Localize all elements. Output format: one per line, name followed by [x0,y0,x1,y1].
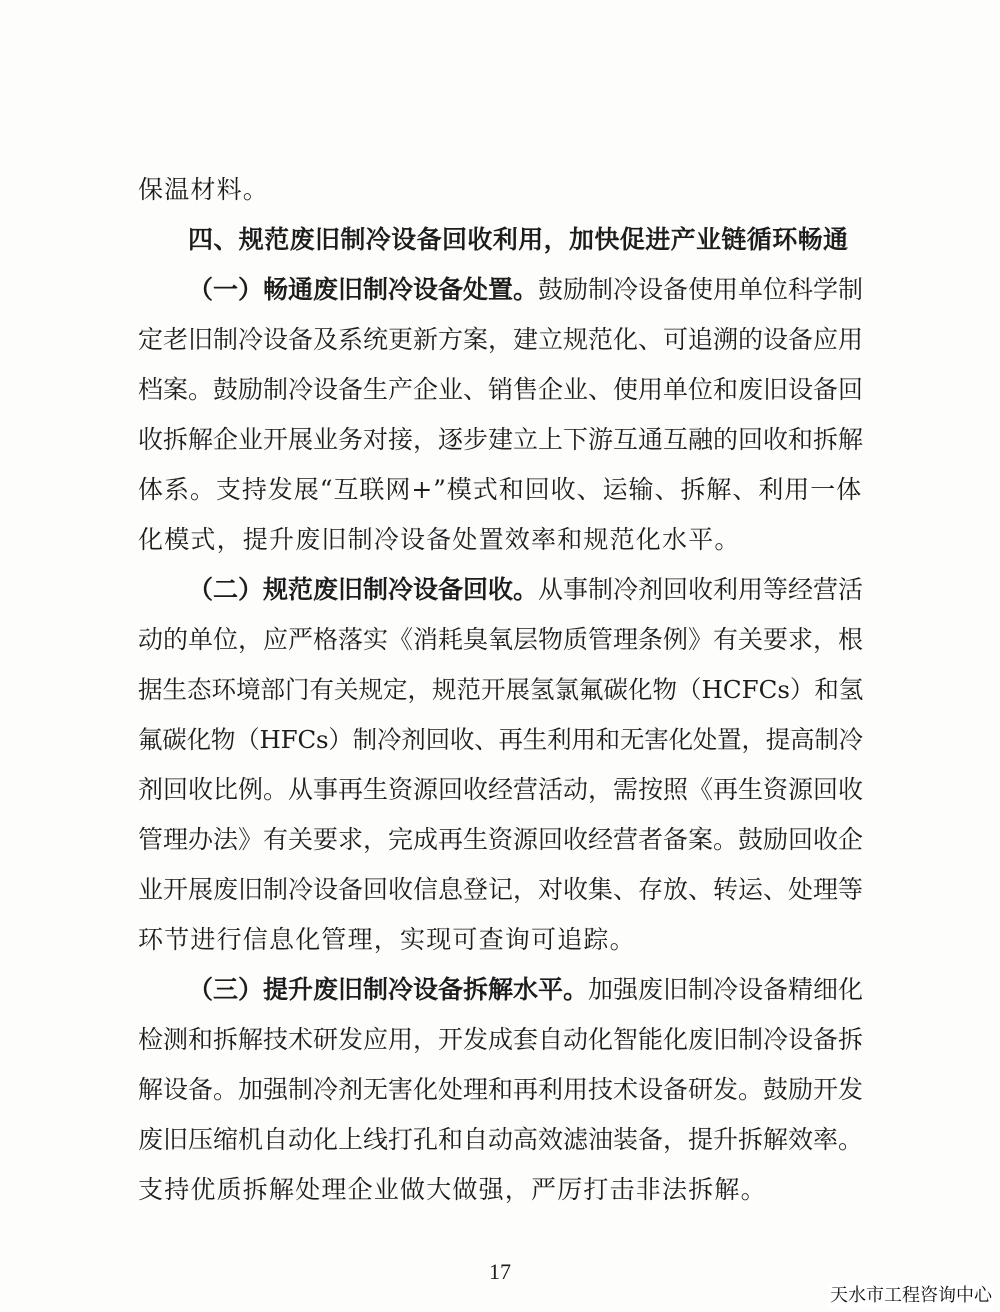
paragraph-line: 据生态环境部门有关规定，规范开展氢氯氟碳化物（HCFCs）和氢 [138,675,864,704]
paragraph-line: 解设备。加强制冷剂无害化处理和再利用技术设备研发。鼓励开发 [138,1075,864,1104]
subsection-title: （三）提升废旧制冷设备拆解水平。 [188,975,589,1004]
page-number: 17 [489,1259,511,1284]
paragraph-line: 保温材料。 [138,175,270,204]
subsection-title: （一）畅通废旧制冷设备处置。 [188,275,539,304]
paragraph-line: 动的单位，应严格落实《消耗臭氧层物质管理条例》有关要求，根 [138,625,864,654]
paragraph-line: 剂回收比例。从事再生资源回收经营活动，需按照《再生资源回收 [138,775,864,804]
paragraph-line: （一）畅通废旧制冷设备处置。鼓励制冷设备使用单位科学制 [188,275,864,304]
paragraph-line: 检测和拆解技术研发应用，开发成套自动化智能化废旧制冷设备拆 [138,1025,864,1054]
paragraph-line: 档案。鼓励制冷设备生产企业、销售企业、使用单位和废旧设备回 [138,375,864,404]
paragraph-line: 管理办法》有关要求，完成再生资源回收经营者备案。鼓励回收企 [138,825,864,854]
paragraph-line: 废旧压缩机自动化上线打孔和自动高效滤油装备，提升拆解效率。 [138,1125,864,1154]
watermark: 天水市工程咨询中心 [830,1285,992,1306]
paragraph-line: 定老旧制冷设备及系统更新方案，建立规范化、可追溯的设备应用 [138,325,864,354]
paragraph-line: （三）提升废旧制冷设备拆解水平。加强废旧制冷设备精细化 [188,975,864,1004]
paragraph-line: 体系。支持发展“互联网+”模式和回收、运输、拆解、利用一体 [138,475,862,504]
paragraph-line: 收拆解企业开展业务对接，逐步建立上下游互通互融的回收和拆解 [138,425,864,454]
paragraph-line: （二）规范废旧制冷设备回收。从事制冷剂回收利用等经营活 [188,575,864,604]
paragraph-line: 化模式，提升废旧制冷设备处置效率和规范化水平。 [138,525,741,554]
paragraph-line: 环节进行信息化管理，实现可查询可追踪。 [138,925,636,954]
paragraph-line: 氟碳化物（HFCs）制冷剂回收、再生利用和无害化处置，提高制冷 [138,725,863,754]
section-heading: 四、规范废旧制冷设备回收利用，加快促进产业链循环畅通 [188,225,849,254]
paragraph-line: 业开展废旧制冷设备回收信息登记，对收集、存放、转运、处理等 [138,875,864,904]
subsection-title: （二）规范废旧制冷设备回收。 [188,575,539,604]
paragraph-line: 支持优质拆解处理企业做大做强，严厉打击非法拆解。 [138,1175,767,1204]
